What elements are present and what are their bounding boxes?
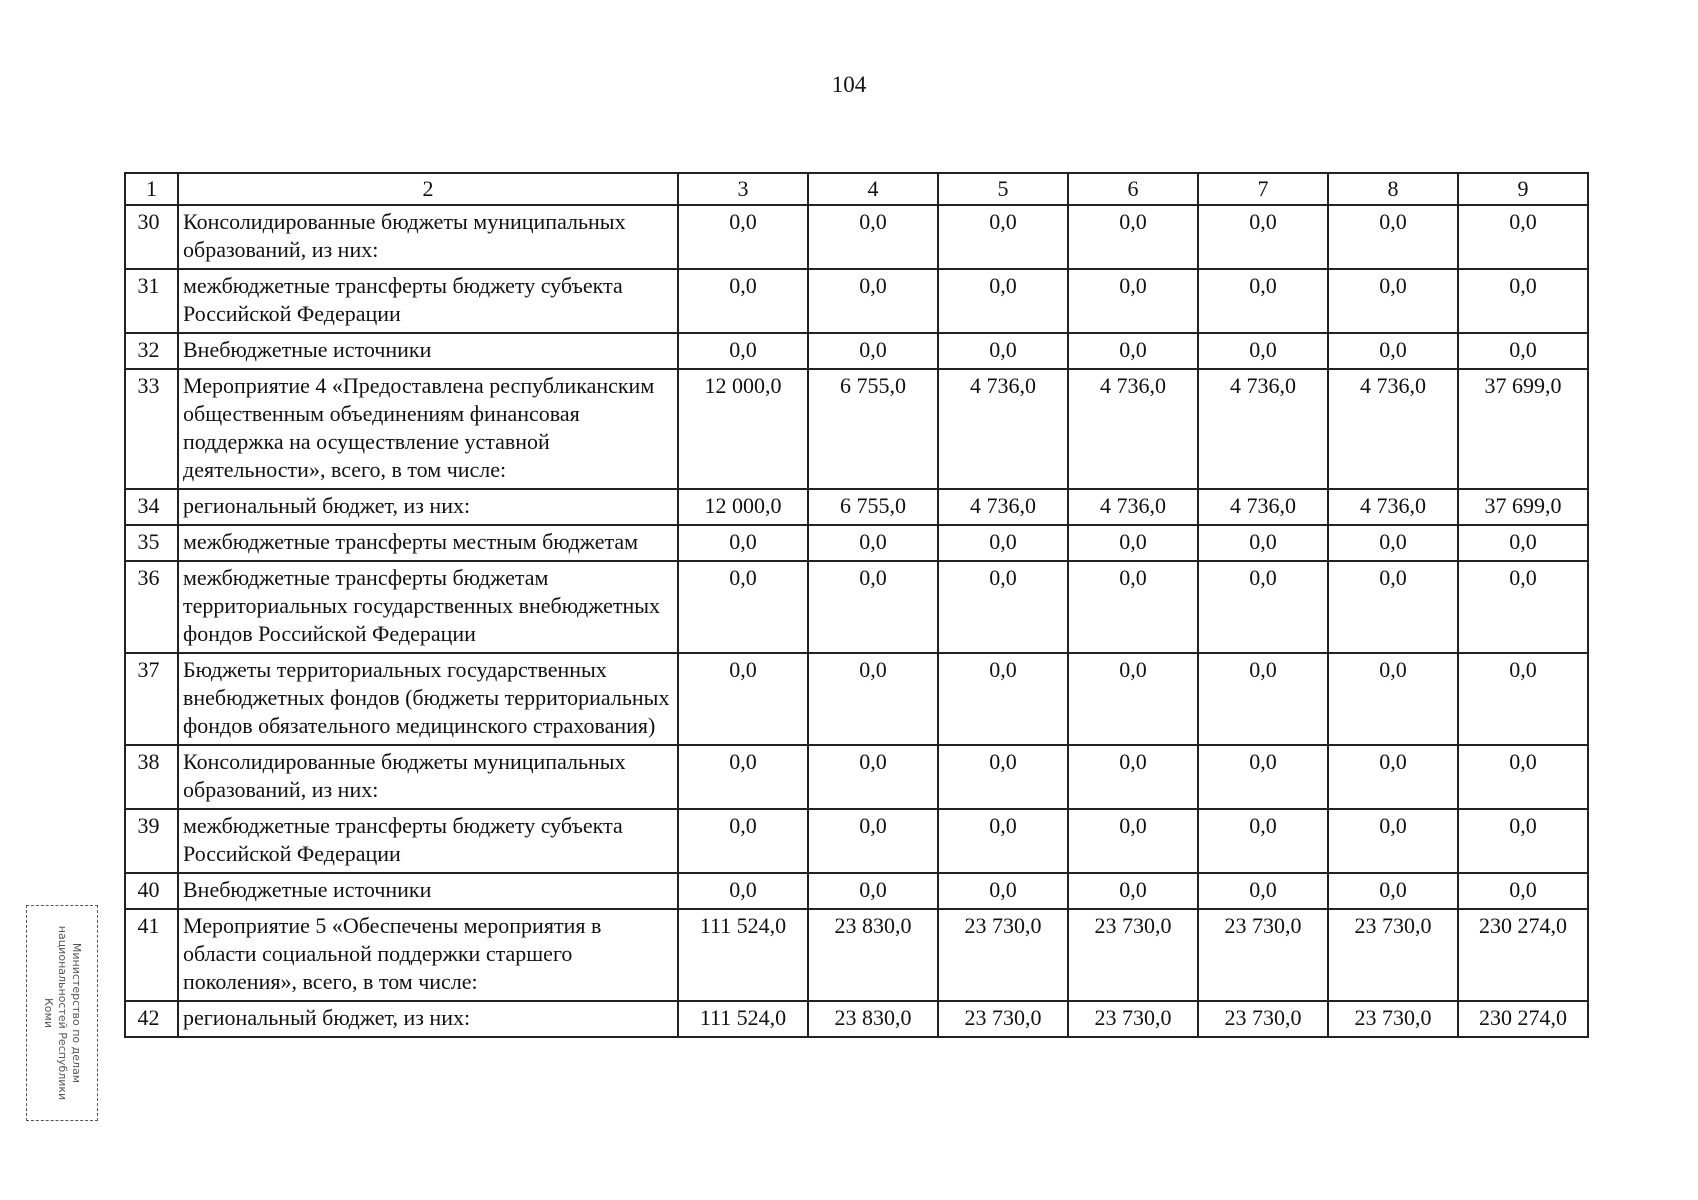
- value-cell: 0,0: [938, 873, 1068, 909]
- row-number-cell: 33: [125, 369, 178, 489]
- header-cell: 1: [125, 173, 178, 205]
- value-cell: 12 000,0: [678, 369, 808, 489]
- value-cell: 0,0: [938, 653, 1068, 745]
- value-cell: 111 524,0: [678, 1001, 808, 1037]
- row-name-cell: Внебюджетные источники: [178, 873, 678, 909]
- value-cell: 0,0: [808, 653, 938, 745]
- value-cell: 0,0: [1458, 745, 1588, 809]
- value-cell: 4 736,0: [1198, 369, 1328, 489]
- table-row: [125, 205, 1588, 269]
- value-cell: 0,0: [1328, 525, 1458, 561]
- value-cell: 0,0: [938, 745, 1068, 809]
- value-cell: 0,0: [938, 809, 1068, 873]
- value-cell: 230 274,0: [1458, 909, 1588, 1001]
- value-cell: 4 736,0: [1328, 369, 1458, 489]
- value-cell: 23 730,0: [1198, 1001, 1328, 1037]
- value-cell: 0,0: [1458, 561, 1588, 653]
- table-row: [125, 873, 1588, 909]
- table-row: [125, 489, 1588, 525]
- table-row: [125, 745, 1588, 809]
- value-cell: 0,0: [1328, 333, 1458, 369]
- row-number-cell: 40: [125, 873, 178, 909]
- value-cell: 0,0: [938, 205, 1068, 269]
- header-cell: 5: [938, 173, 1068, 205]
- value-cell: 0,0: [938, 269, 1068, 333]
- row-number-cell: 42: [125, 1001, 178, 1037]
- value-cell: 0,0: [1068, 205, 1198, 269]
- row-name-cell: региональный бюджет, из них:: [178, 489, 678, 525]
- value-cell: 0,0: [1198, 561, 1328, 653]
- value-cell: 0,0: [1458, 809, 1588, 873]
- value-cell: 4 736,0: [1328, 489, 1458, 525]
- value-cell: 0,0: [1328, 269, 1458, 333]
- row-name-cell: межбюджетные трансферты бюджету субъекта Российской Федерации: [178, 809, 678, 873]
- value-cell: 0,0: [678, 205, 808, 269]
- table-row: [125, 269, 1588, 333]
- table-row: [125, 561, 1588, 653]
- row-number-cell: 30: [125, 205, 178, 269]
- row-name-cell: межбюджетные трансферты местным бюджетам: [178, 525, 678, 561]
- value-cell: 4 736,0: [938, 489, 1068, 525]
- header-cell: 3: [678, 173, 808, 205]
- table-row: [125, 653, 1588, 745]
- value-cell: 0,0: [1068, 525, 1198, 561]
- value-cell: 0,0: [1328, 653, 1458, 745]
- value-cell: 0,0: [1068, 873, 1198, 909]
- value-cell: 23 830,0: [808, 1001, 938, 1037]
- value-cell: 0,0: [1458, 525, 1588, 561]
- row-name-cell: Консолидированные бюджеты муниципальных образований, из них:: [178, 745, 678, 809]
- header-cell: 6: [1068, 173, 1198, 205]
- value-cell: 0,0: [808, 269, 938, 333]
- value-cell: 0,0: [1068, 809, 1198, 873]
- row-name-cell: Мероприятие 5 «Обеспечены мероприятия в области социальной поддержки старшего поколения», всего, в том числе:: [178, 909, 678, 1001]
- value-cell: 0,0: [678, 525, 808, 561]
- value-cell: 4 736,0: [1068, 489, 1198, 525]
- table-body: [125, 173, 1588, 1037]
- value-cell: 23 830,0: [808, 909, 938, 1001]
- table-row: [125, 369, 1588, 489]
- header-cell: 4: [808, 173, 938, 205]
- value-cell: 0,0: [808, 205, 938, 269]
- value-cell: 0,0: [1198, 809, 1328, 873]
- value-cell: 12 000,0: [678, 489, 808, 525]
- value-cell: 0,0: [938, 525, 1068, 561]
- value-cell: 0,0: [678, 653, 808, 745]
- value-cell: 23 730,0: [938, 1001, 1068, 1037]
- registration-stamp-text: [41, 910, 83, 1116]
- row-number-cell: 36: [125, 561, 178, 653]
- row-name-cell: региональный бюджет, из них:: [178, 1001, 678, 1037]
- value-cell: 0,0: [678, 809, 808, 873]
- value-cell: 0,0: [1068, 745, 1198, 809]
- row-name-cell: Консолидированные бюджеты муниципальных образований, из них:: [178, 205, 678, 269]
- registration-stamp: [26, 905, 98, 1121]
- value-cell: 0,0: [1328, 205, 1458, 269]
- value-cell: 0,0: [808, 561, 938, 653]
- value-cell: 0,0: [678, 269, 808, 333]
- value-cell: 37 699,0: [1458, 489, 1588, 525]
- value-cell: 23 730,0: [1068, 1001, 1198, 1037]
- row-number-cell: 32: [125, 333, 178, 369]
- value-cell: 0,0: [938, 333, 1068, 369]
- value-cell: 0,0: [1198, 205, 1328, 269]
- value-cell: 0,0: [1458, 873, 1588, 909]
- row-number-cell: 35: [125, 525, 178, 561]
- table-row: [125, 333, 1588, 369]
- header-row: [125, 173, 1588, 205]
- value-cell: 0,0: [1328, 809, 1458, 873]
- header-cell: 2: [178, 173, 678, 205]
- value-cell: 111 524,0: [678, 909, 808, 1001]
- row-name-cell: межбюджетные трансферты бюджету субъекта Российской Федерации: [178, 269, 678, 333]
- value-cell: 0,0: [1458, 269, 1588, 333]
- value-cell: 0,0: [1198, 333, 1328, 369]
- value-cell: 0,0: [678, 745, 808, 809]
- stamp-line: Министерство по делам: [70, 942, 83, 1084]
- value-cell: 0,0: [1198, 653, 1328, 745]
- value-cell: 6 755,0: [808, 369, 938, 489]
- value-cell: 0,0: [1458, 205, 1588, 269]
- value-cell: 0,0: [1458, 653, 1588, 745]
- value-cell: 0,0: [678, 333, 808, 369]
- value-cell: 0,0: [1458, 333, 1588, 369]
- value-cell: 0,0: [808, 333, 938, 369]
- value-cell: 0,0: [808, 873, 938, 909]
- value-cell: 37 699,0: [1458, 369, 1588, 489]
- row-number-cell: 39: [125, 809, 178, 873]
- row-number-cell: 37: [125, 653, 178, 745]
- table-row: [125, 909, 1588, 1001]
- row-number-cell: 31: [125, 269, 178, 333]
- value-cell: 4 736,0: [1198, 489, 1328, 525]
- row-number-cell: 41: [125, 909, 178, 1001]
- table-row: [125, 525, 1588, 561]
- value-cell: 0,0: [938, 561, 1068, 653]
- value-cell: 0,0: [1328, 745, 1458, 809]
- row-name-cell: Внебюджетные источники: [178, 333, 678, 369]
- page-number: 104: [831, 72, 867, 97]
- value-cell: 0,0: [1198, 873, 1328, 909]
- row-name-cell: Мероприятие 4 «Предоставлена республиканским общественным объединениям финансовая поддержка на осуществление уставной деятельности», всего, в том числе:: [178, 369, 678, 489]
- value-cell: 0,0: [808, 745, 938, 809]
- value-cell: 0,0: [1068, 333, 1198, 369]
- stamp-line: Коми: [42, 998, 55, 1028]
- value-cell: 6 755,0: [808, 489, 938, 525]
- value-cell: 23 730,0: [1068, 909, 1198, 1001]
- value-cell: 0,0: [808, 525, 938, 561]
- value-cell: 0,0: [1198, 269, 1328, 333]
- value-cell: 0,0: [808, 809, 938, 873]
- value-cell: 23 730,0: [1328, 1001, 1458, 1037]
- value-cell: 0,0: [1068, 269, 1198, 333]
- table-row: [125, 1001, 1588, 1037]
- value-cell: 4 736,0: [938, 369, 1068, 489]
- value-cell: 0,0: [1328, 561, 1458, 653]
- value-cell: 23 730,0: [1328, 909, 1458, 1001]
- value-cell: 0,0: [1328, 873, 1458, 909]
- value-cell: 0,0: [1068, 653, 1198, 745]
- value-cell: 230 274,0: [1458, 1001, 1588, 1037]
- value-cell: 23 730,0: [938, 909, 1068, 1001]
- value-cell: 0,0: [1068, 561, 1198, 653]
- table-row: [125, 809, 1588, 873]
- stamp-line: национальностей Республики: [56, 925, 69, 1101]
- value-cell: 4 736,0: [1068, 369, 1198, 489]
- row-number-cell: 38: [125, 745, 178, 809]
- value-cell: 0,0: [678, 561, 808, 653]
- row-number-cell: 34: [125, 489, 178, 525]
- header-cell: 7: [1198, 173, 1328, 205]
- budget-table: [124, 172, 1589, 1038]
- header-cell: 9: [1458, 173, 1588, 205]
- value-cell: 0,0: [1198, 745, 1328, 809]
- value-cell: 0,0: [678, 873, 808, 909]
- header-cell: 8: [1328, 173, 1458, 205]
- row-name-cell: межбюджетные трансферты бюджетам территориальных государственных внебюджетных фондов Российской Федерации: [178, 561, 678, 653]
- value-cell: 23 730,0: [1198, 909, 1328, 1001]
- row-name-cell: Бюджеты территориальных государственных внебюджетных фондов (бюджеты территориальных фондов обязательного медицинского страхования): [178, 653, 678, 745]
- value-cell: 0,0: [1198, 525, 1328, 561]
